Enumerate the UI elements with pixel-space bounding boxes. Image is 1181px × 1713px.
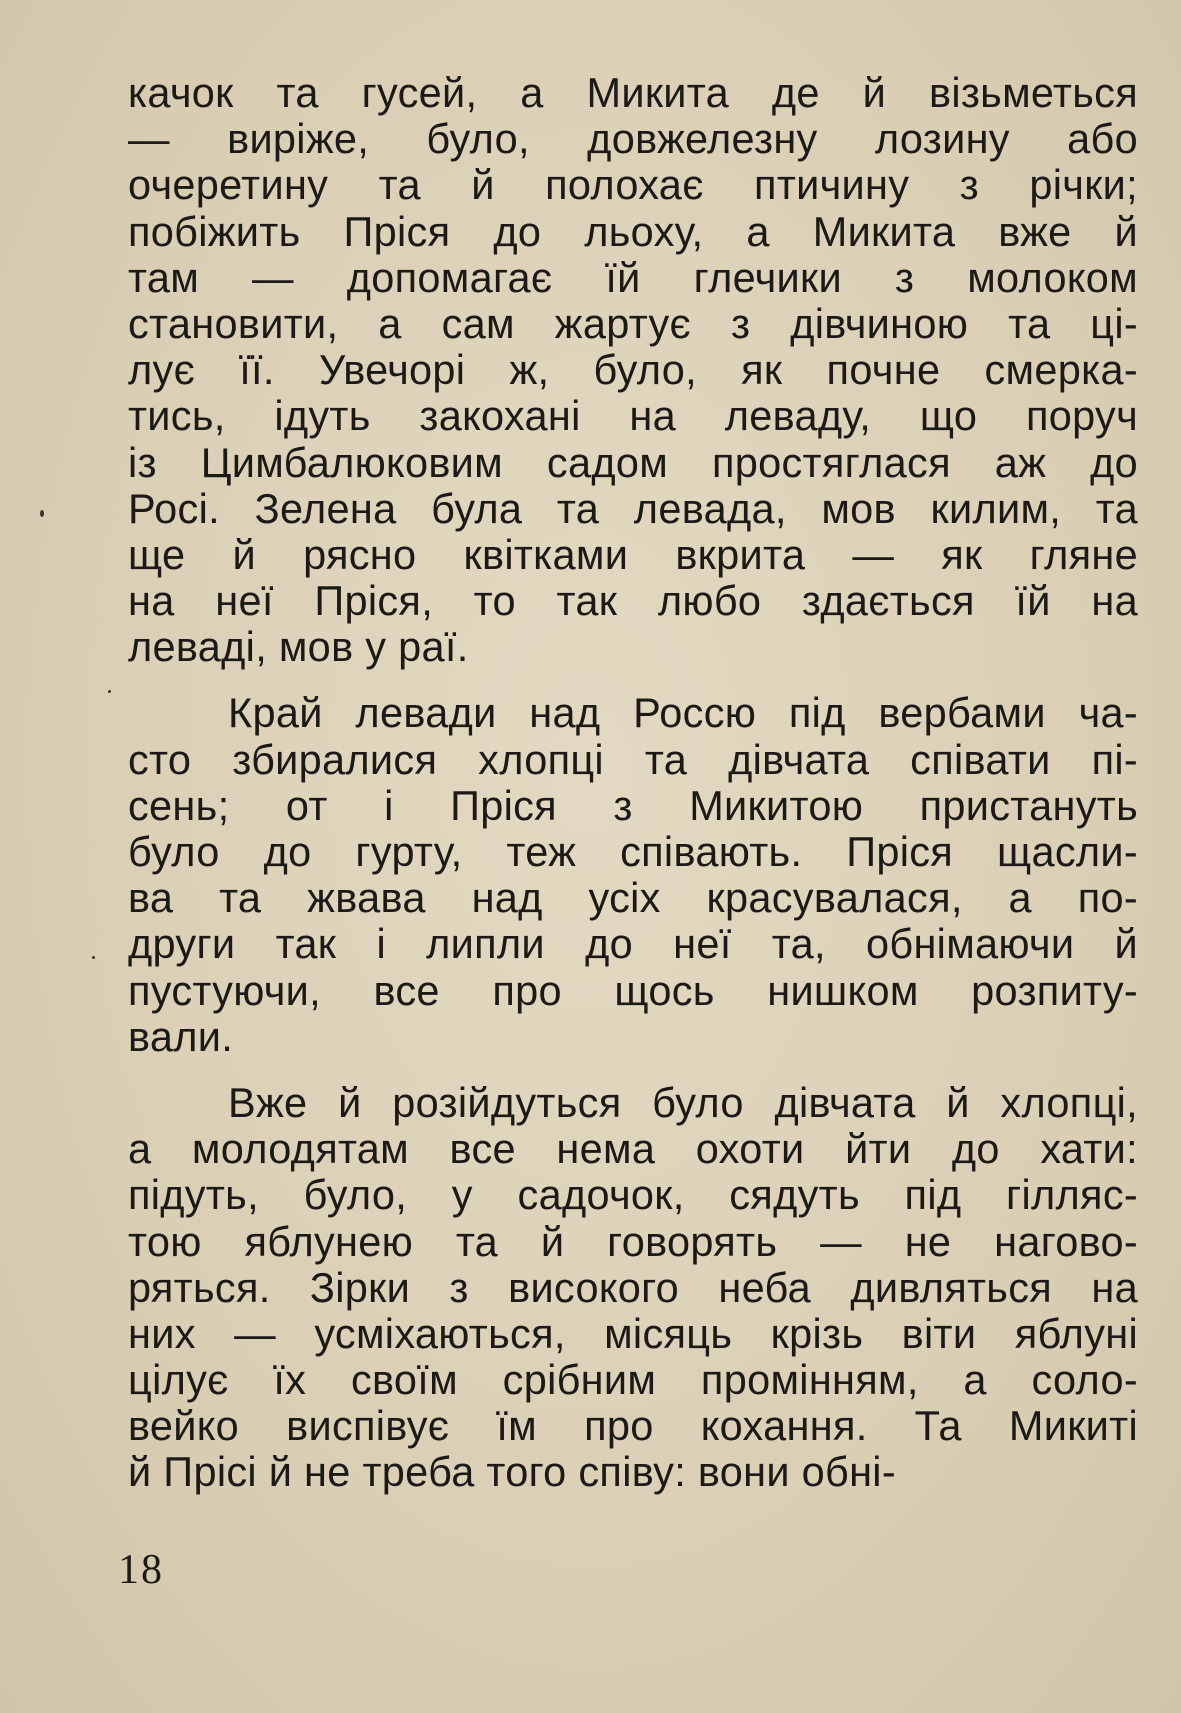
- text-line: сто збиралися хлопці та дівчата співати пі-: [128, 735, 1138, 783]
- paper-speck: [92, 956, 95, 959]
- text-line: й Прісі й не треба того співу: вони обні-: [128, 1448, 896, 1496]
- text-line: леваді, мов у раї.: [128, 623, 469, 671]
- text-line: побіжить Пріся до льоху, а Микита вже й: [128, 207, 1138, 255]
- body-text: [128, 70, 1138, 1496]
- text-line: тою яблунею та й говорять — не нагово-: [128, 1217, 1138, 1265]
- text-line: на неї Пріся, то так любо здається їй на: [128, 577, 1138, 625]
- text-line: Вже й розійдуться було дівчата й хлопці,: [228, 1078, 1138, 1126]
- text-line: сень; от і Пріся з Микитою пристануть: [128, 781, 1138, 829]
- text-line: а молодятам все нема охоти йти до хати:: [128, 1125, 1138, 1173]
- text-line: вали.: [128, 1012, 234, 1060]
- text-line: вейко виспівує їм про кохання. Та Микиті: [128, 1402, 1138, 1450]
- text-line: було до гурту, теж співають. Пріся щасли-: [128, 828, 1138, 875]
- text-line: качок та гусей, а Микита де й візьметься: [128, 69, 1138, 116]
- text-line: там — допомагає їй глечики з молоком: [128, 253, 1138, 301]
- page-number: 18: [118, 1547, 164, 1593]
- text-line: становити, а сам жартує з дівчиною та ці-: [128, 299, 1138, 347]
- text-line: други так і липли до неї та, обнімаючи й: [128, 920, 1138, 968]
- text-line: Край левади над Россю під вербами ча-: [228, 689, 1138, 737]
- text-line: ще й рясно квітками вкрита — як гляне: [128, 530, 1138, 578]
- text-line: них — усміхаються, місяць крізь віти яблуні: [128, 1309, 1138, 1357]
- text-line: лує її. Увечорі ж, було, як почне смерка-: [128, 346, 1138, 394]
- text-line: тись, ідуть закохані на леваду, що поруч: [128, 392, 1138, 440]
- text-line: із Цимбалюковим садом простяглася аж до: [128, 438, 1138, 486]
- text-line: — виріже, було, довжелезну лозину або: [128, 115, 1138, 163]
- text-line: цілує їх своїм срібним промінням, а соло-: [128, 1356, 1138, 1404]
- text-line: ряться. Зірки з високого неба дивляться на: [128, 1263, 1138, 1311]
- text-line: пустуючи, все про щось нишком розпиту-: [128, 966, 1138, 1014]
- text-line: ва та жвава над усіх красувалася, а по-: [128, 874, 1138, 922]
- text-line: Росі. Зелена була та левада, мов килим, та: [128, 484, 1138, 532]
- text-line: очеретину та й полохає птичину з річки;: [128, 161, 1138, 209]
- paper-speck: [108, 690, 111, 693]
- text-line: підуть, було, у садочок, сядуть під гілляс-: [128, 1171, 1138, 1219]
- paper-speck: [40, 510, 44, 517]
